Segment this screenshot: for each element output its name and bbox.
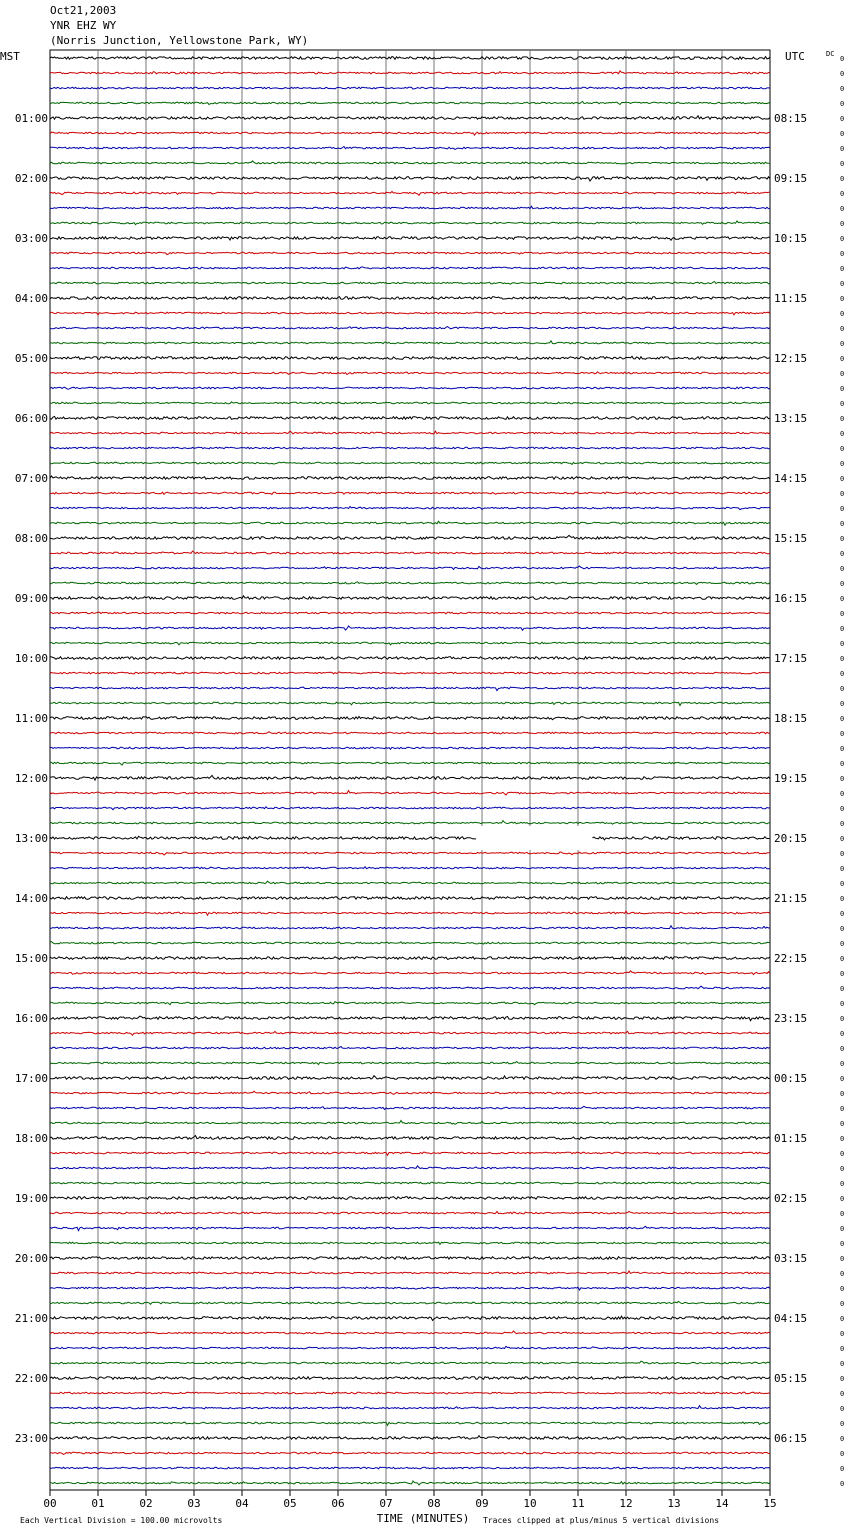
- dc-marker: 0: [840, 1030, 845, 1038]
- left-hour-label: 12:00: [14, 772, 48, 785]
- right-hour-label: 20:15: [774, 832, 808, 845]
- trace-line: [50, 1331, 770, 1334]
- dc-marker: 0: [840, 1135, 845, 1143]
- trace-line: [50, 836, 476, 839]
- dc-marker: 0: [840, 115, 845, 123]
- dc-marker: 0: [840, 70, 845, 78]
- dc-marker: 0: [840, 85, 845, 93]
- dc-marker: 0: [840, 370, 845, 378]
- left-hour-label: 05:00: [14, 352, 48, 365]
- left-hour-label: 16:00: [14, 1012, 48, 1025]
- x-axis-title: TIME (MINUTES): [376, 1512, 470, 1525]
- left-hour-label: 15:00: [14, 952, 48, 965]
- plot-frame: [50, 50, 770, 1490]
- left-hour-label: 01:00: [14, 112, 48, 125]
- right-hour-label: 05:15: [774, 1372, 808, 1385]
- trace-line: [50, 535, 770, 539]
- dc-marker: 0: [840, 565, 845, 573]
- trace-line: [50, 492, 770, 494]
- trace-line: [50, 1361, 770, 1364]
- dc-marker: 0: [840, 505, 845, 513]
- right-hour-label: 12:15: [774, 352, 808, 365]
- footer-scale-note: Each Vertical Division = 100.00 microvolts: [20, 1516, 223, 1525]
- trace-line: [50, 642, 770, 645]
- trace-line: [50, 911, 770, 915]
- dc-marker: 0: [840, 1390, 845, 1398]
- trace-line: [50, 1316, 770, 1320]
- data-gap: [481, 826, 588, 850]
- left-hour-label: 22:00: [14, 1372, 48, 1385]
- trace-line: [50, 986, 770, 989]
- dc-marker: 0: [840, 1045, 845, 1053]
- dc-marker: 0: [840, 190, 845, 198]
- dc-marker: 0: [840, 715, 845, 723]
- trace-line: [50, 402, 770, 404]
- trace-line: [50, 1152, 770, 1155]
- dc-marker: 0: [840, 1360, 845, 1368]
- trace-line: [50, 446, 770, 449]
- dc-marker: 0: [840, 610, 845, 618]
- x-tick-label: 11: [571, 1497, 585, 1510]
- trace-line: [50, 161, 770, 164]
- right-hour-label: 02:15: [774, 1192, 808, 1205]
- right-hour-label: 10:15: [774, 232, 808, 245]
- left-axis-title: MST: [0, 50, 20, 63]
- x-tick-label: 13: [667, 1497, 681, 1510]
- trace-line: [50, 747, 770, 749]
- dc-marker: 0: [840, 250, 845, 258]
- dc-marker: 0: [840, 1315, 845, 1323]
- dc-marker: 0: [840, 205, 845, 213]
- trace-line: [50, 926, 770, 930]
- trace-line: [50, 687, 770, 691]
- trace-line: [50, 852, 770, 855]
- x-tick-label: 14: [715, 1497, 729, 1510]
- left-hour-label: 21:00: [14, 1312, 48, 1325]
- dc-marker: 0: [840, 1075, 845, 1083]
- x-tick-label: 12: [619, 1497, 633, 1510]
- trace-line: [50, 1016, 770, 1021]
- dc-marker: 0: [840, 280, 845, 288]
- left-hour-label: 06:00: [14, 412, 48, 425]
- dc-marker: 0: [840, 790, 845, 798]
- right-hour-label: 14:15: [774, 472, 808, 485]
- trace-line: [50, 672, 770, 674]
- x-tick-label: 01: [91, 1497, 105, 1510]
- dc-marker: 0: [840, 160, 845, 168]
- dc-marker: 0: [840, 1105, 845, 1113]
- dc-marker: 0: [840, 910, 845, 918]
- dc-marker: 0: [840, 955, 845, 963]
- trace-line: [50, 1377, 770, 1380]
- trace-line: [50, 1406, 770, 1409]
- location-label: (Norris Junction, Yellowstone Park, WY): [50, 34, 309, 47]
- trace-line: [50, 1106, 770, 1109]
- right-hour-label: 01:15: [774, 1132, 808, 1145]
- dc-marker: 0: [840, 1270, 845, 1278]
- right-hour-label: 18:15: [774, 712, 808, 725]
- x-tick-label: 00: [43, 1497, 57, 1510]
- right-hour-label: 09:15: [774, 172, 808, 185]
- trace-line: [50, 147, 770, 150]
- trace-line: [50, 1242, 770, 1244]
- footer-clip-note: Traces clipped at plus/minus 5 vertical divisions: [483, 1516, 720, 1525]
- trace-line: [50, 971, 770, 975]
- dc-marker: 0: [840, 775, 845, 783]
- trace-line: [50, 717, 770, 720]
- dc-marker: 0: [840, 295, 845, 303]
- dc-marker: 0: [840, 355, 845, 363]
- x-tick-label: 10: [523, 1497, 537, 1510]
- trace-line: [50, 1136, 770, 1140]
- x-tick-label: 03: [187, 1497, 201, 1510]
- trace-line: [50, 1121, 770, 1125]
- dc-marker: 0: [840, 1450, 845, 1458]
- trace-line: [50, 1287, 770, 1290]
- dc-marker: 0: [840, 760, 845, 768]
- dc-marker: 0: [840, 1300, 845, 1308]
- right-hour-label: 00:15: [774, 1072, 808, 1085]
- dc-marker: 0: [840, 670, 845, 678]
- dc-marker: 0: [840, 55, 845, 63]
- trace-line: [50, 1271, 770, 1274]
- trace-line: [50, 507, 770, 510]
- x-tick-label: 09: [475, 1497, 489, 1510]
- trace-line: [50, 1062, 770, 1065]
- trace-line: [50, 1301, 770, 1304]
- date-label: Oct21,2003: [50, 4, 117, 17]
- trace-line: [50, 1422, 770, 1425]
- left-hour-label: 17:00: [14, 1072, 48, 1085]
- dc-marker: 0: [840, 805, 845, 813]
- trace-line: [50, 416, 770, 419]
- left-hour-label: 10:00: [14, 652, 48, 665]
- dc-marker: 0: [840, 1465, 845, 1473]
- dc-marker: 0: [840, 640, 845, 648]
- trace-line: [50, 1257, 770, 1260]
- dc-marker: 0: [840, 175, 845, 183]
- trace-line: [50, 1392, 770, 1394]
- dc-marker: 0: [840, 1405, 845, 1413]
- left-hour-label: 08:00: [14, 532, 48, 545]
- left-hour-label: 03:00: [14, 232, 48, 245]
- dc-marker: 0: [840, 100, 845, 108]
- dc-marker: 0: [840, 1150, 845, 1158]
- x-tick-label: 02: [139, 1497, 153, 1510]
- trace-line: [50, 282, 770, 285]
- x-tick-label: 15: [763, 1497, 777, 1510]
- dc-marker: 0: [840, 700, 845, 708]
- dc-marker: 0: [840, 1015, 845, 1023]
- trace-line: [50, 267, 770, 269]
- trace-line: [50, 192, 770, 196]
- left-hour-label: 04:00: [14, 292, 48, 305]
- left-hour-label: 07:00: [14, 472, 48, 485]
- dc-marker: 0: [840, 1345, 845, 1353]
- station-label: YNR EHZ WY: [50, 19, 117, 32]
- x-tick-label: 04: [235, 1497, 249, 1510]
- trace-line: [50, 881, 770, 884]
- trace-line: [50, 521, 770, 525]
- trace-line: [50, 762, 770, 765]
- trace-line: [50, 1211, 770, 1214]
- trace-line: [50, 582, 770, 585]
- dc-marker: 0: [840, 265, 845, 273]
- dc-marker: 0: [840, 850, 845, 858]
- dc-marker: 0: [840, 1000, 845, 1008]
- trace-line: [50, 462, 770, 464]
- trace-line: [50, 341, 770, 344]
- trace-line: [50, 297, 770, 300]
- trace-line: [50, 551, 770, 554]
- dc-marker: 0: [840, 310, 845, 318]
- trace-line: [50, 612, 770, 614]
- trace-line: [50, 327, 770, 329]
- corner-label: DC: [826, 50, 835, 58]
- dc-marker: 0: [840, 625, 845, 633]
- dc-marker: 0: [840, 1120, 845, 1128]
- dc-marker: 0: [840, 1375, 845, 1383]
- trace-line: [50, 867, 770, 869]
- left-hour-label: 09:00: [14, 592, 48, 605]
- trace-line: [50, 71, 770, 74]
- x-tick-label: 07: [379, 1497, 393, 1510]
- trace-line: [50, 116, 770, 120]
- dc-marker: 0: [840, 730, 845, 738]
- dc-marker: 0: [840, 475, 845, 483]
- dc-marker: 0: [840, 880, 845, 888]
- trace-line: [50, 387, 770, 389]
- trace-line: [50, 566, 770, 570]
- right-hour-label: 04:15: [774, 1312, 808, 1325]
- dc-marker: 0: [840, 685, 845, 693]
- dc-marker: 0: [840, 1480, 845, 1488]
- left-hour-label: 13:00: [14, 832, 48, 845]
- dc-marker: 0: [840, 835, 845, 843]
- trace-line: [50, 431, 770, 434]
- trace-line: [50, 177, 770, 181]
- trace-line: [50, 791, 770, 796]
- trace-line: [50, 206, 770, 209]
- dc-marker: 0: [840, 1225, 845, 1233]
- trace-line: [50, 132, 770, 135]
- dc-marker: 0: [840, 745, 845, 753]
- dc-marker: 0: [840, 1180, 845, 1188]
- left-hour-label: 14:00: [14, 892, 48, 905]
- left-hour-label: 20:00: [14, 1252, 48, 1265]
- dc-marker: 0: [840, 595, 845, 603]
- dc-marker: 0: [840, 445, 845, 453]
- dc-marker: 0: [840, 520, 845, 528]
- dc-marker: 0: [840, 235, 845, 243]
- trace-line: [50, 1467, 770, 1469]
- dc-marker: 0: [840, 1285, 845, 1293]
- right-hour-label: 21:15: [774, 892, 808, 905]
- right-hour-label: 03:15: [774, 1252, 808, 1265]
- dc-marker: 0: [840, 220, 845, 228]
- dc-marker: 0: [840, 655, 845, 663]
- trace-line: [50, 312, 770, 315]
- trace-line: [50, 821, 770, 825]
- dc-marker: 0: [840, 130, 845, 138]
- trace-line: [50, 807, 770, 810]
- left-hour-label: 18:00: [14, 1132, 48, 1145]
- right-hour-label: 06:15: [774, 1432, 808, 1445]
- trace-line: [50, 1091, 770, 1094]
- trace-line: [50, 702, 770, 705]
- right-hour-label: 17:15: [774, 652, 808, 665]
- right-hour-label: 22:15: [774, 952, 808, 965]
- x-tick-label: 08: [427, 1497, 441, 1510]
- dc-marker: 0: [840, 985, 845, 993]
- dc-marker: 0: [840, 415, 845, 423]
- left-hour-label: 02:00: [14, 172, 48, 185]
- trace-line: [50, 596, 770, 600]
- trace-line: [50, 1166, 770, 1169]
- right-axis-title: UTC: [785, 50, 805, 63]
- trace-line: [50, 87, 770, 89]
- trace-line: [50, 1452, 770, 1454]
- dc-marker: 0: [840, 325, 845, 333]
- dc-marker: 0: [840, 1195, 845, 1203]
- trace-line: [50, 372, 770, 375]
- trace-line: [50, 1346, 770, 1349]
- trace-line: [50, 942, 770, 945]
- right-hour-label: 11:15: [774, 292, 808, 305]
- left-hour-label: 19:00: [14, 1192, 48, 1205]
- dc-marker: 0: [840, 460, 845, 468]
- trace-line: [50, 1436, 770, 1440]
- dc-marker: 0: [840, 940, 845, 948]
- dc-marker: 0: [840, 340, 845, 348]
- dc-marker: 0: [840, 925, 845, 933]
- trace-line: [50, 1182, 770, 1184]
- trace-line: [50, 1076, 770, 1080]
- trace-line: [50, 252, 770, 254]
- right-hour-label: 16:15: [774, 592, 808, 605]
- trace-line: [50, 476, 770, 479]
- x-tick-label: 05: [283, 1497, 297, 1510]
- trace-line: [50, 657, 770, 660]
- trace-line: [50, 732, 770, 735]
- trace-line: [50, 101, 770, 104]
- right-hour-label: 19:15: [774, 772, 808, 785]
- trace-line: [50, 356, 770, 359]
- right-hour-label: 23:15: [774, 1012, 808, 1025]
- right-hour-label: 13:15: [774, 412, 808, 425]
- dc-marker: 0: [840, 1060, 845, 1068]
- trace-line: [50, 1481, 770, 1485]
- dc-marker: 0: [840, 865, 845, 873]
- dc-marker: 0: [840, 385, 845, 393]
- dc-marker: 0: [840, 1435, 845, 1443]
- dc-marker: 0: [840, 820, 845, 828]
- trace-line: [50, 221, 770, 225]
- trace-line: [50, 237, 770, 241]
- trace-line: [50, 1031, 770, 1035]
- dc-marker: 0: [840, 1240, 845, 1248]
- left-hour-label: 11:00: [14, 712, 48, 725]
- dc-marker: 0: [840, 580, 845, 588]
- dc-marker: 0: [840, 550, 845, 558]
- dc-marker: 0: [840, 400, 845, 408]
- trace-line: [592, 837, 769, 840]
- trace-line: [50, 775, 770, 780]
- dc-marker: 0: [840, 535, 845, 543]
- trace-line: [50, 897, 770, 900]
- dc-marker: 0: [840, 1255, 845, 1263]
- x-tick-label: 06: [331, 1497, 345, 1510]
- dc-marker: 0: [840, 1210, 845, 1218]
- dc-marker: 0: [840, 1090, 845, 1098]
- dc-marker: 0: [840, 1165, 845, 1173]
- dc-marker: 0: [840, 970, 845, 978]
- trace-line: [50, 1047, 770, 1049]
- trace-line: [50, 57, 770, 60]
- dc-marker: 0: [840, 490, 845, 498]
- trace-line: [50, 1002, 770, 1005]
- dc-marker: 0: [840, 145, 845, 153]
- trace-line: [50, 957, 770, 960]
- trace-line: [50, 1197, 770, 1200]
- trace-line: [50, 1226, 770, 1230]
- right-hour-label: 15:15: [774, 532, 808, 545]
- dc-marker: 0: [840, 1330, 845, 1338]
- left-hour-label: 23:00: [14, 1432, 48, 1445]
- dc-marker: 0: [840, 430, 845, 438]
- right-hour-label: 08:15: [774, 112, 808, 125]
- dc-marker: 0: [840, 1420, 845, 1428]
- trace-line: [50, 626, 770, 630]
- dc-marker: 0: [840, 895, 845, 903]
